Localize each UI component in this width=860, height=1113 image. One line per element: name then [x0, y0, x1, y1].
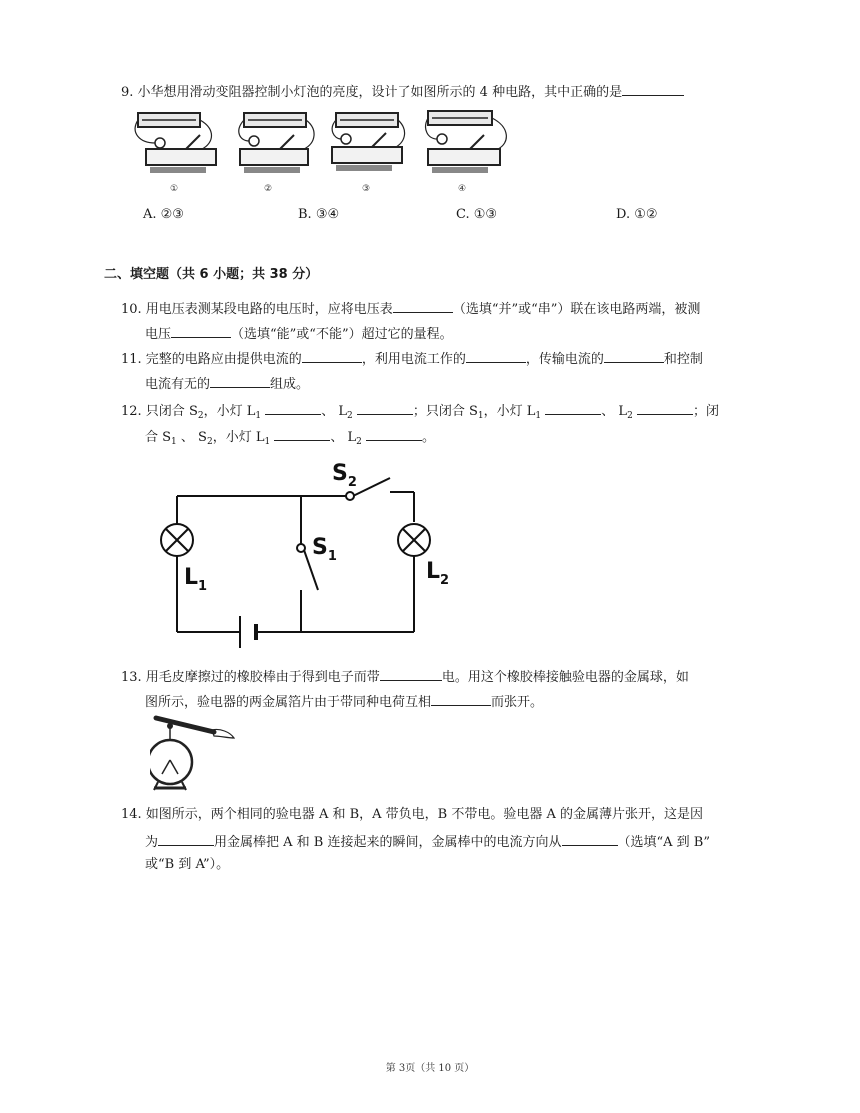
q9-figure-label-2: ② [263, 184, 273, 194]
q11-blank-2[interactable] [466, 348, 526, 363]
q11-blank-3[interactable] [604, 348, 664, 363]
q9-option-c[interactable]: C. ①③ [456, 207, 498, 222]
q9-figure-label-3: ③ [361, 184, 371, 194]
q14-line2: 为 用金属棒把 A 和 B 连接起来的瞬间，金属棒中的电流方向从 （选填“A 到 B” [145, 831, 710, 852]
switch-s2-blade [353, 478, 390, 496]
l2-label: $L_2$ [426, 559, 450, 588]
lamp-l1 [161, 524, 193, 556]
q14-blank-2[interactable] [562, 831, 618, 846]
q13-blank-2[interactable] [431, 691, 491, 706]
q11-line1: 11. 完整的电路应由提供电流的 ，利用电流工作的 ，传输电流的 和控制 [121, 348, 703, 369]
q11-line2: 电流有无的 组成。 [145, 373, 309, 394]
s2-label: $S_2$ [332, 461, 357, 490]
q10-blank-2[interactable] [171, 323, 231, 338]
q9-figure-4 [426, 111, 507, 173]
q9-answer-blank[interactable] [622, 81, 684, 96]
q10-line2: 电压 （选填“能”或“不能”）超过它的量程。 [145, 323, 453, 344]
q12-line1: 12. 只闭合 $S_2$，小灯 $L_1$ 、 $L_2$ ；只闭合 $S_1$，小灯 $L_1$ 、 $L_2$ ；闭 [121, 400, 719, 425]
q12-blank-3[interactable] [545, 400, 601, 415]
q9-figure-1 [135, 113, 216, 173]
q14-line3: 或“B 到 A”）。 [145, 857, 230, 872]
q9-figure-label-4: ④ [457, 184, 467, 194]
q10-blank-1[interactable] [393, 298, 453, 313]
l1-label: $L_1$ [184, 565, 208, 594]
q12-blank-2[interactable] [357, 400, 413, 415]
q12-line2: 合 $S_1$ 、 $S_2$，小灯 $L_1$ 、 $L_2$ 。 [145, 426, 435, 451]
q11-blank-4[interactable] [210, 373, 270, 388]
q9-figure-3 [332, 113, 405, 171]
q9-circuit-figures [130, 103, 530, 199]
lamp-l2 [398, 524, 430, 556]
q12-blank-6[interactable] [366, 426, 422, 441]
q9-option-b[interactable]: B. ③④ [298, 207, 340, 222]
q13-line2: 图所示，验电器的两金属箔片由于带同种电荷互相 而张开。 [145, 691, 543, 712]
q9-option-d[interactable]: D. ①② [616, 207, 658, 222]
s1-label: $S_1$ [312, 535, 337, 564]
q12-circuit-diagram [150, 452, 450, 652]
q12-blank-4[interactable] [637, 400, 693, 415]
q10-line1: 10. 用电压表测某段电路的电压时，应将电压表 （选填“并”或“串”）联在该电路两端，被测 [121, 298, 700, 319]
rubber-rod [156, 718, 214, 732]
section-title: 二、填空题（共 6 小题；共 38 分） [104, 267, 319, 282]
q13-electroscope-figure [150, 712, 240, 796]
q11-blank-1[interactable] [302, 348, 362, 363]
q9-figure-2 [239, 113, 314, 173]
switch-s2-contact [346, 492, 354, 500]
q13-line1: 13. 用毛皮摩擦过的橡胶棒由于得到电子而带 电。用这个橡胶棒接触验电器的金属球，如 [121, 666, 689, 687]
q14-blank-1[interactable] [158, 831, 214, 846]
q9-option-a[interactable]: A. ②③ [143, 207, 184, 222]
q12-blank-5[interactable] [274, 426, 330, 441]
q13-blank-1[interactable] [380, 666, 442, 681]
q12-blank-1[interactable] [265, 400, 321, 415]
q14-line1: 14. 如图所示，两个相同的验电器 A 和 B，A 带负电，B 不带电。验电器 A 的金属薄片张开，这是因 [121, 807, 704, 822]
page-footer: 第 3页（共 10 页） [385, 1063, 475, 1074]
q9-figure-label-1: ① [169, 184, 179, 194]
switch-s1-contact [297, 544, 305, 552]
q9-text: 9. 小华想用滑动变阻器控制小灯泡的亮度，设计了如图所示的 4 种电路，其中正确的是 [121, 81, 684, 102]
